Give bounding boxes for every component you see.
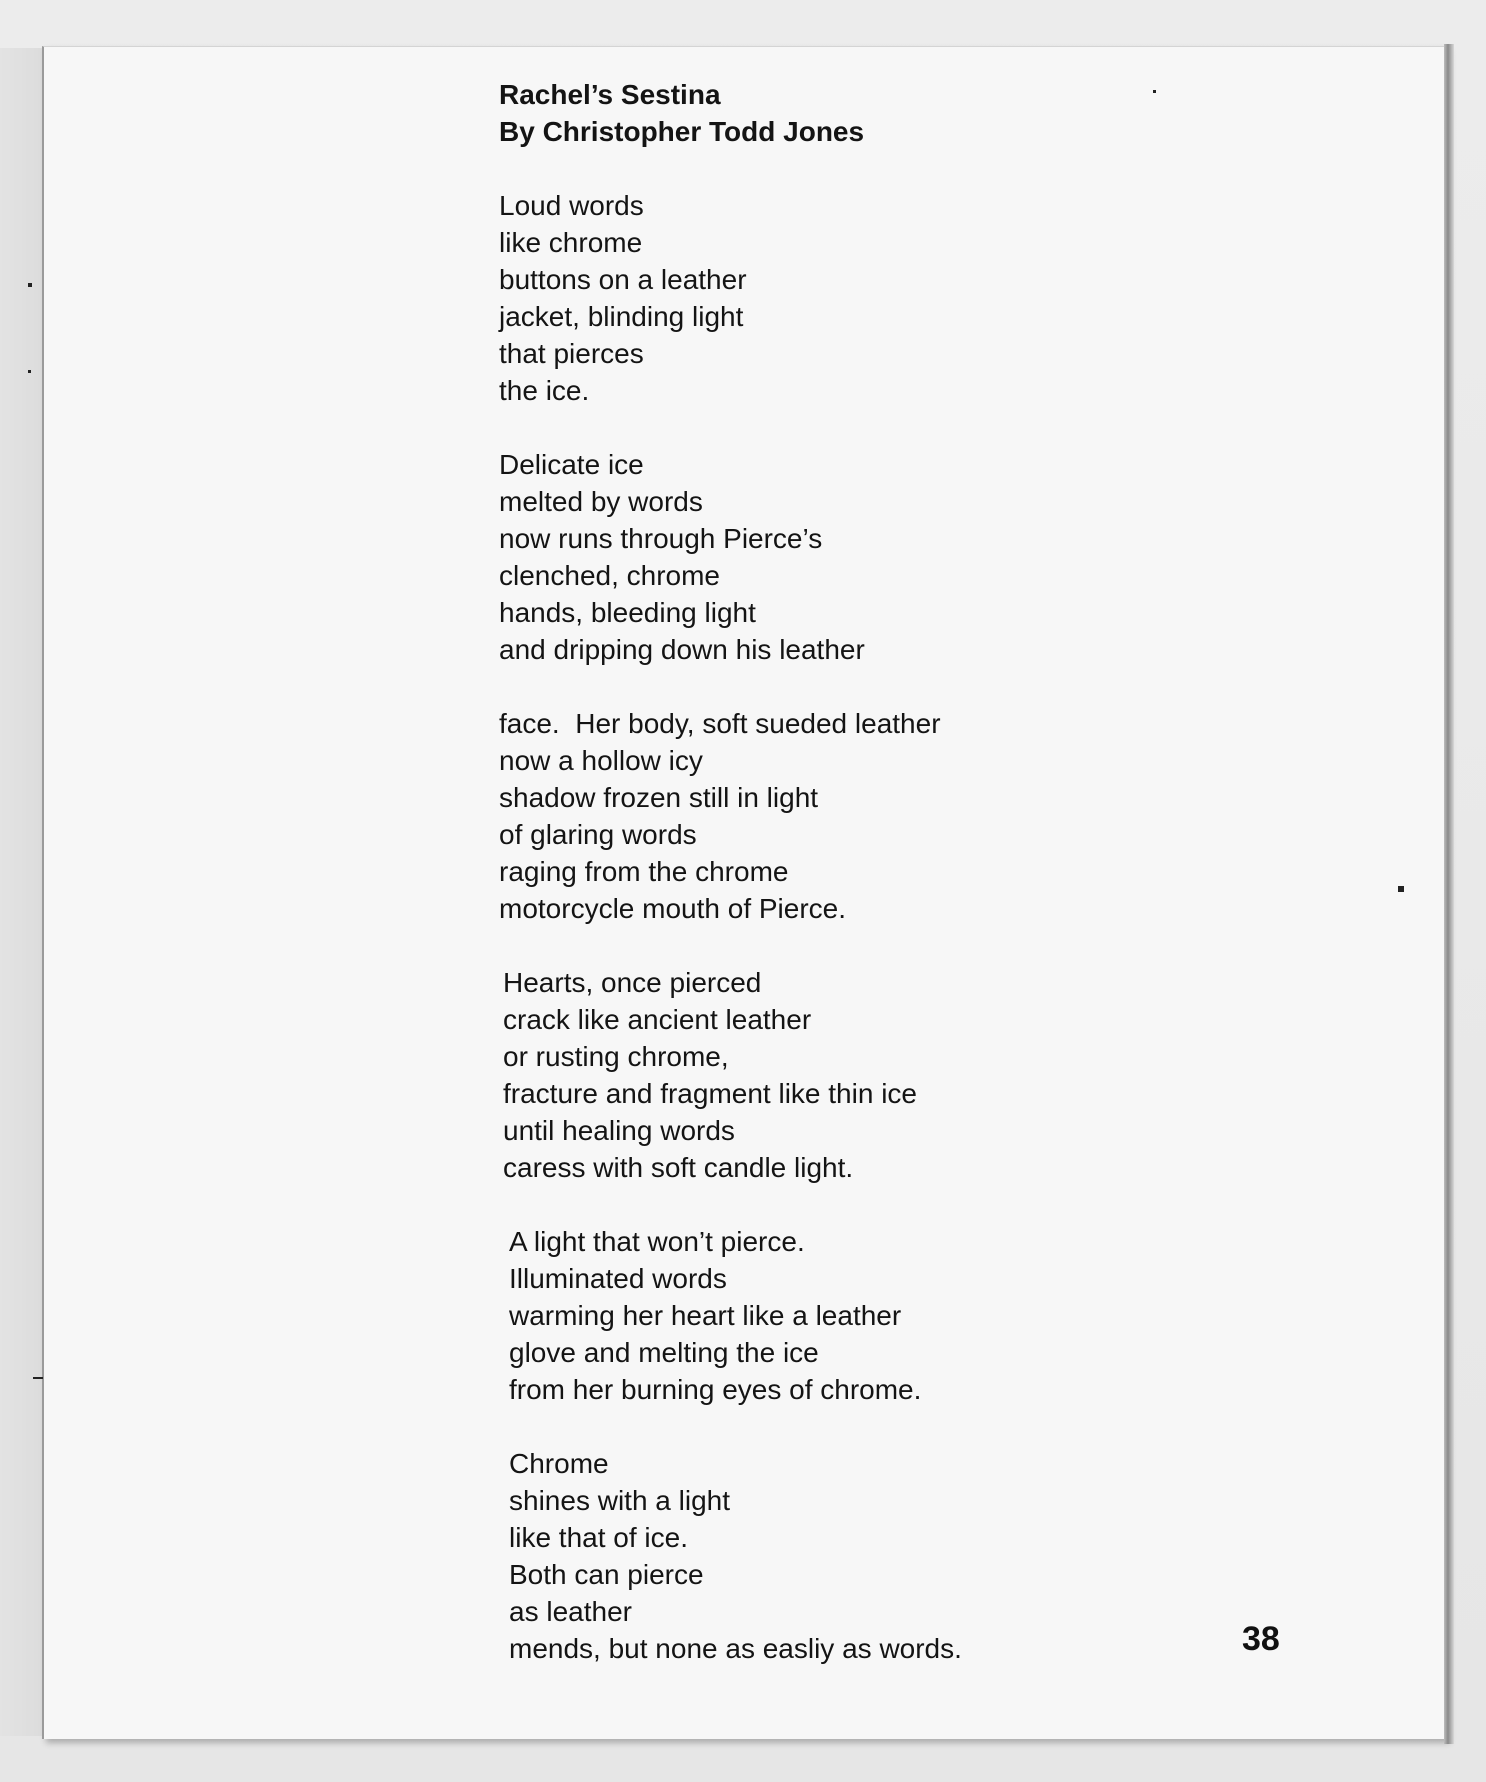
poem-line: crack like ancient leather <box>503 1004 812 1035</box>
poem-line: that pierces <box>499 338 644 369</box>
poem-line: Loud words <box>499 190 644 221</box>
poem-line: and dripping down his leather <box>499 634 865 665</box>
poem-line: clenched, chrome <box>499 560 721 591</box>
poem-line: like that of ice. <box>509 1522 688 1553</box>
poem-line: fracture and fragment like thin ice <box>503 1078 917 1109</box>
poem-line: Delicate ice <box>499 449 644 480</box>
poem-line: Hearts, once pierced <box>503 967 762 998</box>
stanza-3 <box>499 705 1399 927</box>
poem-line: face. Her body, soft sueded leather <box>499 708 941 739</box>
poem-line: hands, bleeding light <box>499 597 756 628</box>
stanza-2 <box>499 446 1399 668</box>
scan-speck <box>28 283 32 287</box>
stanza-5 <box>509 1223 1399 1408</box>
poem-line: shines with a light <box>509 1485 731 1516</box>
poem-byline: By Christopher Todd Jones <box>499 116 865 147</box>
stanza-4 <box>503 964 1399 1186</box>
stanza-1 <box>499 187 1399 409</box>
poem-line: until healing words <box>503 1115 735 1146</box>
poem-line: as leather <box>509 1596 632 1627</box>
poem-line: Chrome <box>509 1448 609 1479</box>
poem-line: A light that won’t pierce. <box>509 1226 805 1257</box>
poem-line: warming her heart like a leather <box>509 1300 902 1331</box>
poem-line: mends, but none as easliy as words. <box>509 1633 962 1664</box>
poem-line: now a hollow icy <box>499 745 703 776</box>
scan-speck <box>33 1377 43 1379</box>
poem-line: shadow frozen still in light <box>499 782 819 813</box>
poem-line: Both can pierce <box>509 1559 704 1590</box>
poem-line: motorcycle mouth of Pierce. <box>499 893 847 924</box>
page-number: 38 <box>1242 1620 1280 1658</box>
poem-line: Illuminated words <box>509 1263 727 1294</box>
poem-line: melted by words <box>499 486 703 517</box>
facing-page-edge <box>0 48 42 1736</box>
poem-line: like chrome <box>499 227 643 258</box>
poem-title: Rachel’s Sestina <box>499 79 721 110</box>
scan-speck <box>28 370 31 373</box>
poem-line: now runs through Pierce’s <box>499 523 823 554</box>
poem-line: from her burning eyes of chrome. <box>509 1374 922 1405</box>
poem-line: or rusting chrome, <box>503 1041 729 1072</box>
poem-line: the ice. <box>499 375 590 406</box>
poem <box>499 76 1399 1667</box>
poem-line: raging from the chrome <box>499 856 789 887</box>
page-binding-edge <box>1444 44 1454 1744</box>
poem-line: glove and melting the ice <box>509 1337 819 1368</box>
poem-line: of glaring words <box>499 819 697 850</box>
poem-line: jacket, blinding light <box>499 301 744 332</box>
poem-line: caress with soft candle light. <box>503 1152 854 1183</box>
poem-line: buttons on a leather <box>499 264 747 295</box>
